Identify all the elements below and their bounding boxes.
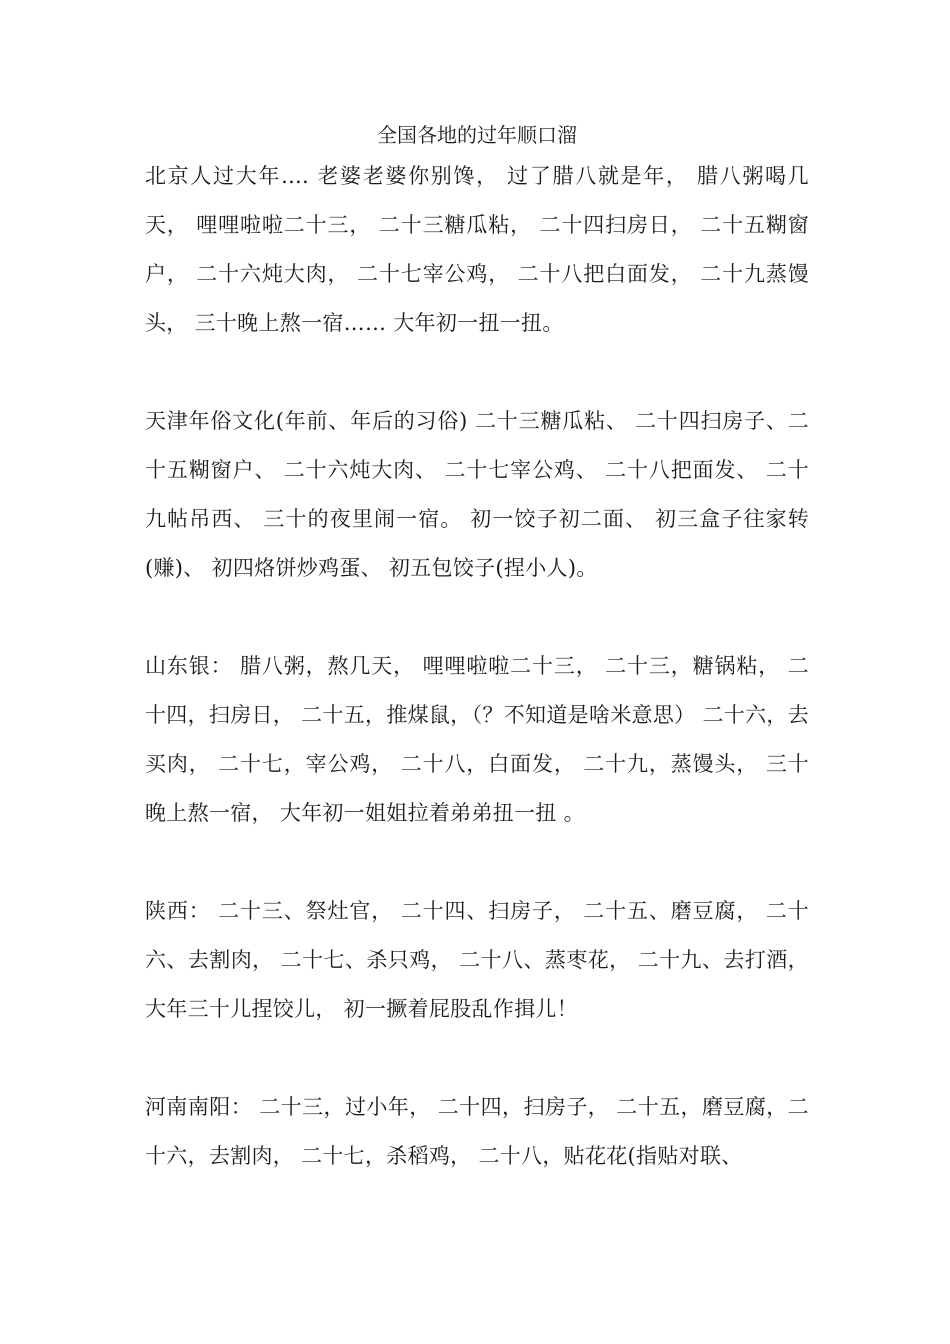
paragraph-shandong: 山东银： 腊八粥，熬几天， 哩哩啦啦二十三， 二十三，糖锅粘， 二十四，扫房日， 二十五，推煤鼠，（？不知道是啥米意思） 二十六，去买肉， 二十七，宰公鸡， 二十八，白面发， 二十九，蒸馒头， 三十晚上熬一宿， 大年初一姐姐拉着弟弟扭一扭 。: [145, 654, 809, 825]
paragraph-shaanxi: 陕西： 二十三、祭灶官， 二十四、扫房子， 二十五、磨豆腐， 二十六、去割肉， 二十七、杀只鸡， 二十八、蒸枣花， 二十九、去打酒， 大年三十儿捏饺儿， 初一撅着屁股乱作揖儿！: [145, 899, 809, 1021]
paragraph-beijing: 北京人过大年.... 老婆老婆你别馋， 过了腊八就是年， 腊八粥喝几天， 哩哩啦啦二十三， 二十三糖瓜粘， 二十四扫房日， 二十五糊窗户， 二十六炖大肉， 二十七宰公鸡， 二十八把白面发， 二十九蒸馒头， 三十晚上熬一宿…… 大年初一扭一扭。: [145, 164, 809, 335]
document-title: 全国各地的过年顺口溜: [377, 123, 577, 147]
paragraph-tianjin: 天津年俗文化(年前、年后的习俗) 二十三糖瓜粘、 二十四扫房子、二十五糊窗户、 二十六炖大肉、 二十七宰公鸡、 二十八把面发、 二十九帖吊西、 三十的夜里闹一宿。 初一饺子初二面、 初三盒子往家转(赚)、 初四烙饼炒鸡蛋、 初五包饺子(捏小人)。: [145, 409, 809, 580]
paragraph-henan-nanyang: 河南南阳： 二十三，过小年， 二十四，扫房子， 二十五，磨豆腐，二十六，去割肉， 二十七，杀稻鸡， 二十八，贴花花(指贴对联、: [145, 1095, 809, 1168]
document-page: [145, 118, 809, 1181]
